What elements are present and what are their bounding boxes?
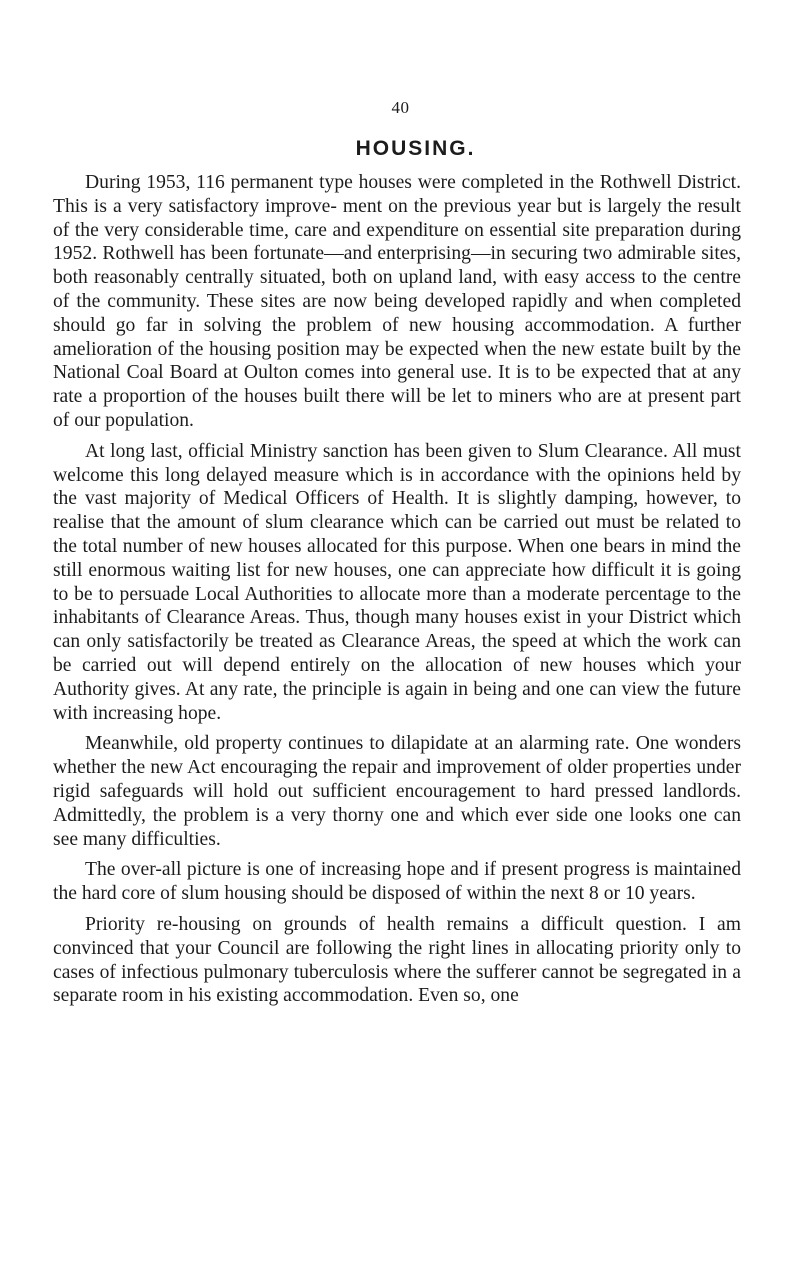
section-heading: HOUSING.	[355, 137, 476, 160]
body-text	[53, 171, 741, 1015]
paragraph: At long last, official Ministry sanction has been given to Slum Clearance. All must welcome this long delayed measure which is in accordance with the opinions held by the vast majority of Medical Officers of Health. It is slightly damping, however, to realise that the amount of slum clearance which can be carried out must be related to the total number of new houses allocated for this purpose. When one bears in mind the still enormous waiting list for new houses, one can appreciate how difficult it is going to be to persuade Local Authorities to allocate more than a moderate percentage to the inhabitants of Clearance Areas. Thus, though many houses exist in your District which can only satisfactorily be treated as Clearance Areas, the speed at which the work can be carried out will depend entirely on the allocation of new houses which your Authority gives. At any rate, the principle is again in being and one can view the future with increasing hope.	[53, 440, 741, 724]
paragraph: Meanwhile, old property continues to dilapidate at an alarming rate. One wonders whether the new Act encouraging the repair and improvement of older properties under rigid safeguards will hold out sufficient encouragement to hard pressed landlords. Admittedly, the problem is a very thorny one and which ever side one looks one can see many difficulties.	[53, 733, 741, 850]
paragraph: The over-all picture is one of increasing hope and if present progress is maintained the hard core of slum housing should be disposed of within the next 8 or 10 years.	[53, 859, 741, 905]
paragraph: Priority re-housing on grounds of health remains a difficult question. I am convinced that your Council are following the right lines in allocating priority only to cases of infectious pulmonary tuberculosis where the sufferer cannot be segregated in a separate room in his existing accommodation. Even so, one	[53, 913, 741, 1007]
page-number: 40	[391, 98, 410, 117]
paragraph: During 1953, 116 permanent type houses were completed in the Rothwell District. This is a very satisfactory improve- ment on the previous year but is largely the result of the very considerable time, care and expenditure on essential site preparation during 1952. Rothwell has been fortunate—and enterprising—in securing two admirable sites, both reasonably centrally situated, both on upland land, with easy access to the centre of the community. These sites are now being developed rapidly and when completed should go far in solving the problem of new housing accommodation. A further amelioration of the housing position may be expected when the new estate built by the National Coal Board at Oulton comes into general use. It is to be expected that at any rate a proportion of the houses built there will be let to miners who are at present part of our population.	[53, 172, 741, 431]
